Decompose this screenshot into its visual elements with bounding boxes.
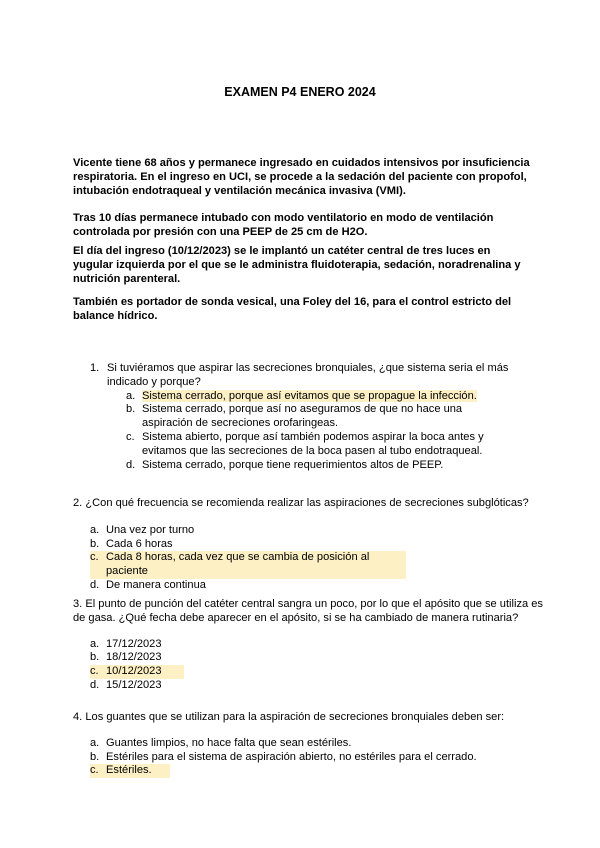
question-2-number: 2. [73, 497, 83, 509]
question-4-option-a: a. Guantes limpios, no hace falta que sean estériles. [90, 736, 352, 749]
question-1-option-d: d. Sistema cerrado, porque tiene requerimientos altos de PEEP. [126, 458, 444, 471]
intro-paragraph-2: Tras 10 días permanece intubado con modo ventilatorio en modo de ventilación controlada por presión con una PEEP de 25 cm de H2O. [73, 212, 494, 238]
answer-highlight: Sistema cerrado, porque así evitamos que se propague la infección. [142, 389, 477, 402]
answer-highlight: Estériles. [106, 764, 152, 777]
question-2-option-c: c. Cada 8 horas, cada vez que se cambia de posición al paciente [90, 551, 406, 579]
intro-paragraph-3: El día del ingreso (10/12/2023) se le implantó un catéter central de tres luces en yugular izquierda por el que se le administra fluidoterapia, sedación, noradrenalina y nutrición parenteral. [73, 245, 521, 285]
question-2-option-d: d. De manera continua [90, 578, 206, 591]
intro-paragraph-1: Vicente tiene 68 años y permanece ingresado en cuidados intensivos por insuficiencia respiratoria. En el ingreso en UCI, se procede a la sedación del paciente con propofol, intubación endotraqueal y ventilación mecánica invasiva (VMI). [73, 157, 530, 197]
question-4-number: 4. [73, 711, 83, 723]
question-3 [73, 598, 543, 693]
question-4 [73, 711, 543, 778]
question-3-number: 3. [73, 598, 83, 610]
answer-highlight: 10/12/2023 [106, 665, 162, 678]
question-2-text: ¿Con qué frecuencia se recomienda realizar las aspiraciones de secreciones subglóticas? [85, 497, 529, 509]
intro-paragraph-4: También es portador de sonda vesical, una Foley del 16, para el control estricto del balance hídrico. [73, 296, 512, 322]
question-1 [90, 362, 530, 472]
question-2-option-b: b. Cada 6 horas [90, 537, 173, 550]
question-3-option-a: a. 17/12/2023 [90, 637, 162, 650]
question-3-option-b: b. 18/12/2023 [90, 651, 162, 664]
question-2 [73, 497, 543, 593]
exam-title: EXAMEN P4 ENERO 2024 [224, 85, 376, 99]
question-1-option-a: a. Sistema cerrado, porque así evitamos que se propague la infección. [126, 389, 477, 402]
question-3-text: El punto de punción del catéter central sangra un poco, por lo que el apósito que se utiliza es de gasa. ¿Qué fecha debe aparecer en el apósito, si se ha cambiado de manera rutinaria? [73, 598, 543, 624]
question-4-text: Los guantes que se utilizan para la aspiración de secreciones bronquiales deben ser: [85, 711, 505, 723]
question-3-option-d: d. 15/12/2023 [90, 678, 162, 691]
question-1-number: 1. [90, 362, 100, 374]
question-1-option-b: b. Sistema cerrado, porque así no aseguramos de que no hace una aspiración de secreciones orofaringeas. [126, 403, 463, 430]
question-4-option-c: c. Estériles. [90, 764, 170, 778]
question-3-option-c: c. 10/12/2023 [90, 665, 184, 679]
question-1-text: Si tuviéramos que aspirar las secreciones bronquiales, ¿que sistema seria el más indicado y porque? [107, 362, 509, 388]
question-4-option-b: b. Estériles para el sistema de aspiración abierto, no estériles para el cerrado. [90, 750, 477, 763]
answer-highlight: Cada 8 horas, cada vez que se cambia de posición al paciente [106, 551, 370, 578]
question-2-option-a: a. Una vez por turno [90, 523, 195, 536]
question-1-option-c: c. Sistema abierto, porque así también podemos aspirar la boca antes y evitamos que las secreciones de la boca pasen al tubo endotraqueal. [126, 430, 484, 457]
